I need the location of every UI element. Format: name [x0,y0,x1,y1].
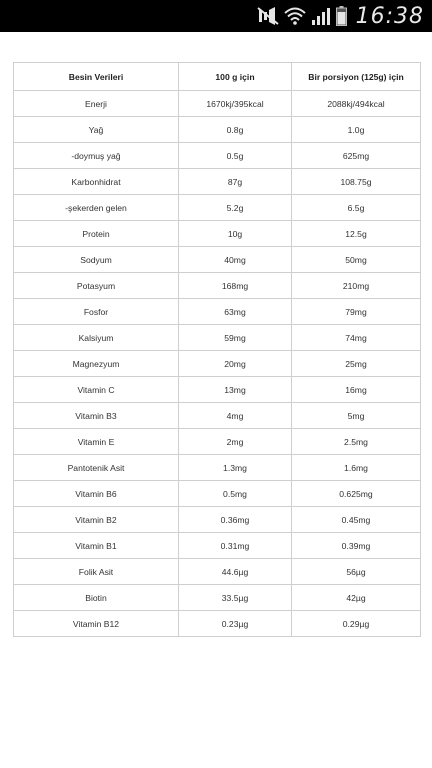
cell-per-portion: 0.39mg [292,533,421,559]
cell-per-100g: 2mg [179,429,292,455]
cell-nutrient: Vitamin B1 [14,533,179,559]
mute-icon [257,7,279,25]
table-row [14,117,421,143]
cell-per-portion: 79mg [292,299,421,325]
cell-nutrient: Yağ [14,117,179,143]
table-row [14,325,421,351]
cell-nutrient: Vitamin B6 [14,481,179,507]
cell-per-portion: 74mg [292,325,421,351]
cell-per-100g: 10g [179,221,292,247]
cell-per-portion: 5mg [292,403,421,429]
table-row [14,533,421,559]
cell-per-100g: 59mg [179,325,292,351]
table-row [14,559,421,585]
cell-nutrient: Vitamin E [14,429,179,455]
header-per-portion: Bir porsiyon (125g) için [292,63,421,91]
cell-per-100g: 4mg [179,403,292,429]
nutrition-table [13,62,421,637]
table-row [14,91,421,117]
cell-nutrient: Vitamin B2 [14,507,179,533]
cell-per-portion: 1.6mg [292,455,421,481]
cell-per-100g: 87g [179,169,292,195]
cell-per-100g: 5.2g [179,195,292,221]
cell-nutrient: Vitamin B12 [14,611,179,637]
cell-nutrient: -doymuş yağ [14,143,179,169]
table-row [14,611,421,637]
cell-nutrient: Sodyum [14,247,179,273]
content-area [0,32,432,768]
table-row [14,195,421,221]
table-row [14,247,421,273]
cell-per-100g: 0.36mg [179,507,292,533]
status-icons [257,0,424,32]
cell-per-portion: 12.5g [292,221,421,247]
cell-nutrient: Enerji [14,91,179,117]
table-row [14,377,421,403]
table-row [14,585,421,611]
cell-per-portion: 108.75g [292,169,421,195]
status-time: 16:38 [355,3,424,29]
cell-per-100g: 0.31mg [179,533,292,559]
battery-icon [336,6,347,26]
cell-nutrient: Vitamin C [14,377,179,403]
signal-icon [311,7,331,25]
cell-per-portion: 6.5g [292,195,421,221]
cell-per-portion: 42µg [292,585,421,611]
cell-per-100g: 168mg [179,273,292,299]
table-row [14,169,421,195]
table-row [14,299,421,325]
cell-per-portion: 625mg [292,143,421,169]
cell-per-100g: 1.3mg [179,455,292,481]
cell-nutrient: Pantotenik Asit [14,455,179,481]
cell-per-portion: 210mg [292,273,421,299]
cell-per-100g: 1670kj/395kcal [179,91,292,117]
table-row [14,221,421,247]
cell-per-portion: 16mg [292,377,421,403]
cell-nutrient: Folik Asit [14,559,179,585]
cell-nutrient: Biotin [14,585,179,611]
cell-per-100g: 0.23µg [179,611,292,637]
table-row [14,351,421,377]
cell-per-portion: 2088kj/494kcal [292,91,421,117]
cell-nutrient: Protein [14,221,179,247]
cell-per-100g: 63mg [179,299,292,325]
table-row [14,507,421,533]
status-bar [0,0,432,32]
cell-per-portion: 25mg [292,351,421,377]
cell-per-100g: 44.6µg [179,559,292,585]
cell-per-100g: 33.5µg [179,585,292,611]
cell-per-portion: 0.45mg [292,507,421,533]
cell-nutrient: Kalsiyum [14,325,179,351]
cell-nutrient: -şekerden gelen [14,195,179,221]
cell-nutrient: Potasyum [14,273,179,299]
table-row [14,481,421,507]
cell-nutrient: Vitamin B3 [14,403,179,429]
cell-nutrient: Fosfor [14,299,179,325]
cell-per-portion: 0.625mg [292,481,421,507]
cell-per-portion: 2.5mg [292,429,421,455]
cell-per-portion: 1.0g [292,117,421,143]
cell-per-portion: 56µg [292,559,421,585]
table-row [14,429,421,455]
cell-per-100g: 20mg [179,351,292,377]
cell-per-100g: 0.8g [179,117,292,143]
cell-per-100g: 40mg [179,247,292,273]
cell-per-portion: 50mg [292,247,421,273]
table-header-row [14,63,421,91]
table-row [14,455,421,481]
table-row [14,403,421,429]
cell-per-portion: 0.29µg [292,611,421,637]
cell-nutrient: Magnezyum [14,351,179,377]
wifi-icon [284,7,306,25]
cell-per-100g: 0.5mg [179,481,292,507]
cell-per-100g: 13mg [179,377,292,403]
cell-per-100g: 0.5g [179,143,292,169]
table-body [14,91,421,637]
header-per-100g: 100 g için [179,63,292,91]
cell-nutrient: Karbonhidrat [14,169,179,195]
table-row [14,273,421,299]
header-nutrient: Besin Verileri [14,63,179,91]
table-row [14,143,421,169]
